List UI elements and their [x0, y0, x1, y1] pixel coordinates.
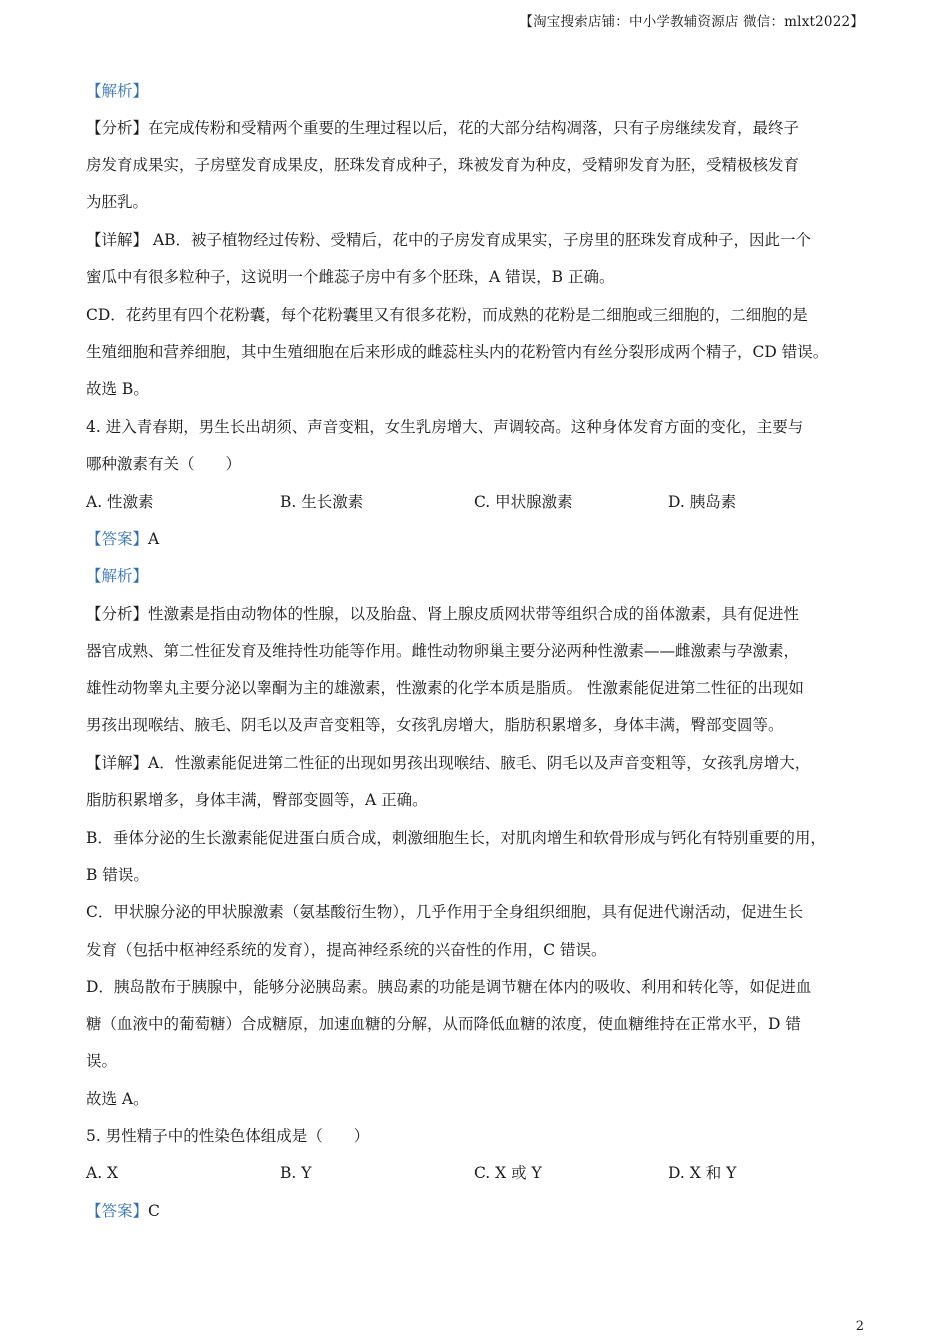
- q4-option-d: D. 胰岛素: [668, 493, 737, 511]
- q5-option-b: B. Y: [280, 1164, 312, 1182]
- q5-option-d: D. X 和 Y: [668, 1164, 737, 1182]
- q3-xiangjie-line-1: 【详解】 AB．被子植物经过传粉、受精后，花中的子房发育成果实，子房里的胚珠发育成种子，因此一个: [86, 231, 812, 249]
- q4-fenxi-line-4: 男孩出现喉结、腋毛、阴毛以及声音变粗等，女孩乳房增大，脂肪积累增多，身体丰满，臀部变圆等。: [86, 716, 784, 734]
- q4-fenxi-line-3: 雄性动物睾丸主要分泌以睾酮为主的雄激素，性激素的化学本质是脂质。 性激素能促进第二性征的出现如: [86, 679, 804, 697]
- q4-option-c: C. 甲状腺激素: [474, 493, 573, 511]
- q3-fenxi-tag: 【分析】: [86, 119, 149, 137]
- q4-answer-line: [86, 528, 876, 550]
- q3-xiangjie-line-4: 生殖细胞和营养细胞，其中生殖细胞在后来形成的雌蕊柱头内的花粉管内有丝分裂形成两个精子，CD 错误。: [86, 343, 829, 361]
- q4-xiangjie-line-1: 【详解】A．性激素能促进第二性征的出现如男孩出现喉结、腋毛、阴毛以及声音变粗等，女孩乳房增大，: [86, 754, 811, 772]
- q3-xiangjie-line-3: CD．花药里有四个花粉囊，每个花粉囊里又有很多花粉，而成熟的花粉是二细胞或三细胞的，二细胞的是: [86, 306, 808, 324]
- q4-fenxi-line-1: 【分析】性激素是指由动物体的性腺，以及胎盘、肾上腺皮质网状带等组织合成的甾体激素，具有促进性: [86, 605, 800, 623]
- q3-xiangjie-line-5: 故选 B。: [86, 380, 149, 398]
- q3-fenxi-line-3: 为胚乳。: [86, 193, 149, 211]
- q3-xiangjie-tag: 【详解】: [86, 231, 149, 249]
- q4-option-a: A. 性激素: [86, 493, 154, 511]
- q3-xiangjie-line-2: 蜜瓜中有很多粒种子，这说明一个雌蕊子房中有多个胚珠，A 错误，B 正确。: [86, 268, 615, 286]
- q5-stem: 5. 男性精子中的性染色体组成是（ ）: [86, 1127, 370, 1145]
- q4-stem-line-1: 4. 进入青春期，男生长出胡须、声音变粗，女生乳房增大、声调较高。这种身体发育方面的变化，主要与: [86, 418, 804, 436]
- q5-option-a: A. X: [86, 1164, 119, 1182]
- q4-answer: A: [148, 530, 160, 548]
- q4-xiangjie-line-7: D．胰岛散布于胰腺中，能够分泌胰岛素。胰岛素的功能是调节糖在体内的吸收、利用和转化等，如促进血: [86, 978, 812, 996]
- q4-xiangjie-line-8: 糖（血液中的葡萄糖）合成糖原，加速血糖的分解，从而降低血糖的浓度，使血糖维持在正常水平，D 错: [86, 1015, 801, 1033]
- q4-xiangjie-line-9: 误。: [86, 1052, 118, 1070]
- q4-option-b: B. 生长激素: [280, 493, 364, 511]
- q4-xiangjie-line-2: 脂肪积累增多，身体丰满，臀部变圆等，A 正确。: [86, 791, 428, 809]
- q4-jiexi-tag: 【解析】: [86, 567, 149, 585]
- q3-fenxi-line-1: 【分析】在完成传粉和受精两个重要的生理过程以后，花的大部分结构凋落，只有子房继续发育，最终子: [86, 119, 800, 137]
- q4-xiangjie-tag: 【详解】: [86, 754, 149, 772]
- q4-xiangjie-line-5: C．甲状腺分泌的甲状腺激素（氨基酸衍生物），几乎作用于全身组织细胞，具有促进代谢活动，促进生长: [86, 903, 804, 921]
- q4-xiangjie-line-10: 故选 A。: [86, 1090, 149, 1108]
- q3-jiexi-tag: 【解析】: [86, 82, 149, 100]
- q4-xiangjie-line-6: 发育（包括中枢神经系统的发育），提高神经系统的兴奋性的作用，C 错误。: [86, 941, 607, 959]
- page-number: 2: [855, 1319, 864, 1334]
- q3-fenxi-line-2: 房发育成果实，子房壁发育成果皮，胚珠发育成种子，珠被发育为种皮，受精卵发育为胚，受精极核发育: [86, 156, 800, 174]
- q5-option-c: C. X 或 Y: [474, 1164, 542, 1182]
- q5-answer: C: [148, 1202, 160, 1220]
- q4-fenxi-line-2: 器官成熟、第二性征发育及维持性功能等作用。雌性动物卵巢主要分泌两种性激素——雌激素与孕激素，: [86, 642, 800, 660]
- q5-answer-tag: 【答案】: [86, 1202, 149, 1220]
- q5-answer-line: [86, 1200, 876, 1222]
- q4-stem-line-2: 哪种激素有关（ ）: [86, 455, 242, 473]
- q4-xiangjie-line-3: B．垂体分泌的生长激素能促进蛋白质合成，刺激细胞生长，对肌肉增生和软骨形成与钙化有特别重要的用，: [86, 829, 826, 847]
- q4-xiangjie-line-4: B 错误。: [86, 866, 149, 884]
- q4-answer-tag: 【答案】: [86, 530, 149, 548]
- page-header: 【淘宝搜索店铺：中小学教辅资源店 微信：mlxt2022】: [519, 14, 864, 30]
- q4-fenxi-tag: 【分析】: [86, 605, 149, 623]
